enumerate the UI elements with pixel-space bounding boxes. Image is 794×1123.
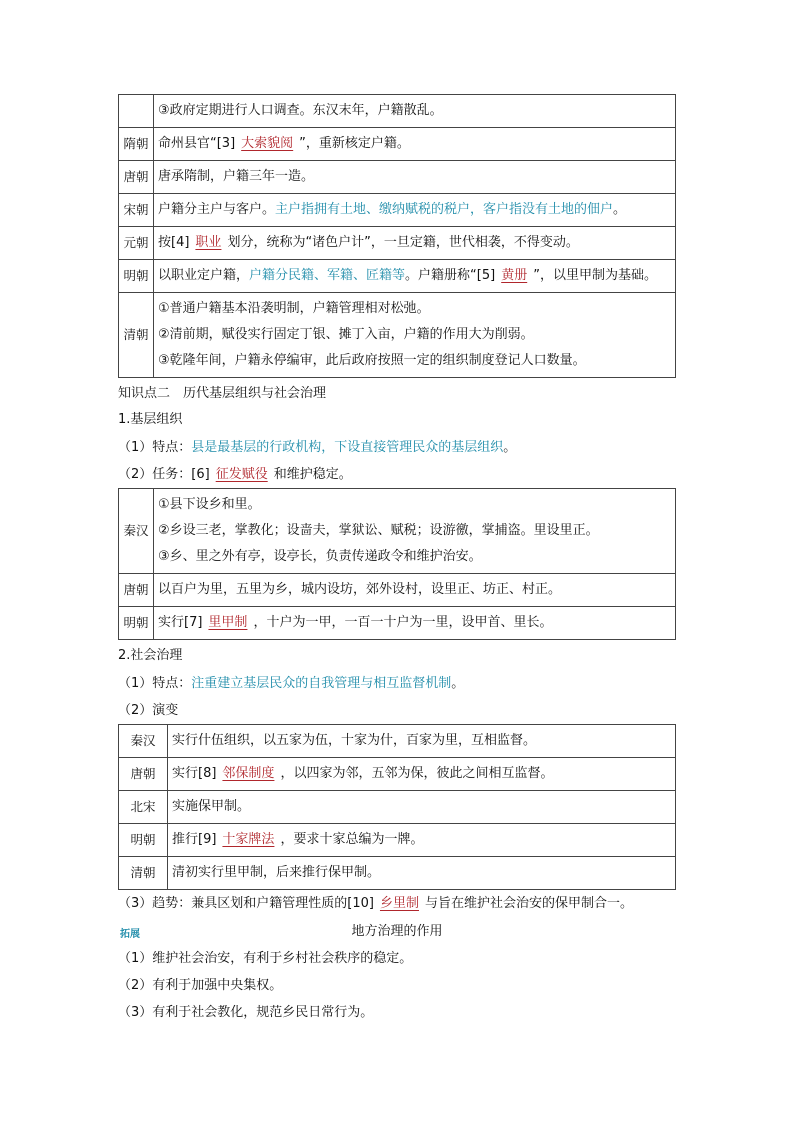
table-row	[119, 791, 676, 824]
answer-blank: 大索貌阅	[241, 136, 294, 151]
table-row	[119, 260, 676, 293]
section-title: 知识点二 历代基层组织与社会治理	[118, 386, 327, 401]
row-label: 明朝	[119, 260, 154, 293]
row-label: 明朝	[119, 607, 154, 640]
answer-blank: 职业	[195, 235, 222, 250]
evolution-heading: （2）演变	[118, 703, 179, 718]
row-label: 唐朝	[119, 758, 168, 791]
content-text: ，要求十家总编为一牌。	[280, 832, 424, 847]
key-point-text: 注重建立基层民众的自我管理与相互监督机制	[191, 676, 452, 691]
row-content	[168, 725, 676, 758]
table-row	[119, 758, 676, 791]
answer-blank: 征发赋役	[215, 467, 268, 482]
answer-blank: 里甲制	[208, 615, 248, 630]
content-text: 以百户为里，五里为乡，城内设坊，郊外设村，设里正、坊正、村正。	[158, 582, 562, 597]
table-row	[119, 227, 676, 260]
content-text: 。	[613, 202, 627, 217]
content-text: ”，重新核定户籍。	[299, 136, 410, 151]
governance-feature-paragraph: （1）特点：注重建立基层民众的自我管理与相互监督机制。	[118, 676, 465, 691]
key-point-text: 主户指拥有土地、缴纳赋税的税户，客户指没有土地的佃户	[275, 202, 614, 217]
content-text: 户籍分主户与客户。	[158, 202, 276, 217]
table-row	[119, 293, 676, 378]
row-label: 宋朝	[119, 194, 154, 227]
row-content	[154, 293, 676, 378]
content-text: 实行[8]	[172, 766, 217, 781]
table-row	[119, 725, 676, 758]
row-content	[154, 95, 676, 128]
answer-blank: 十家牌法	[222, 832, 275, 847]
subsection-social-governance: 2.社会治理	[118, 648, 183, 663]
extension-list	[118, 945, 676, 1026]
extension-title: 地方治理的作用	[351, 924, 443, 939]
row-label: 唐朝	[119, 161, 154, 194]
row-label	[119, 95, 154, 128]
row-content	[168, 791, 676, 824]
task-paragraph: （2）任务：[6] 征发赋役 和维护稳定。	[118, 467, 352, 482]
row-label: 秦汉	[119, 489, 154, 574]
row-content	[154, 161, 676, 194]
content-text: 。户籍册称“[5]	[405, 268, 496, 283]
content-text: ，十户为一甲，一百一十户为一里，设甲首、里长。	[253, 615, 553, 630]
key-point-text: 户籍分民籍、军籍、匠籍等	[249, 268, 406, 283]
row-label: 清朝	[119, 857, 168, 890]
answer-blank: 黄册	[501, 268, 528, 283]
row-label: 北宋	[119, 791, 168, 824]
subsection-basic-organization: 1.基层组织	[118, 412, 183, 427]
extension-tag: 拓展	[120, 929, 140, 940]
content-text: 实行什伍组织，以五家为伍，十家为什，百家为里，互相监督。	[172, 733, 537, 748]
answer-blank: 乡里制	[379, 896, 419, 911]
answer-blank: 邻保制度	[222, 766, 275, 781]
row-content	[154, 227, 676, 260]
table-row	[119, 95, 676, 128]
row-label: 隋朝	[119, 128, 154, 161]
content-text: 实行[7]	[158, 615, 203, 630]
content-text: ”，以里甲制为基础。	[533, 268, 657, 283]
row-content	[154, 128, 676, 161]
row-content	[168, 857, 676, 890]
row-content	[168, 758, 676, 791]
row-label: 明朝	[119, 824, 168, 857]
extension-item: （1）维护社会治安，有利于乡村社会秩序的稳定。	[118, 951, 413, 966]
content-line: ②乡设三老，掌教化；设啬夫，掌狱讼、赋税；设游徼，掌捕盗。里设里正。	[158, 523, 599, 538]
content-line: ③乡、里之外有亭，设亭长，负责传递政令和维护治安。	[158, 549, 482, 564]
social-governance-table	[118, 724, 676, 890]
row-label: 元朝	[119, 227, 154, 260]
content-line: ③乾隆年间，户籍永停编审，此后政府按照一定的组织制度登记人口数量。	[158, 353, 586, 368]
table-row	[119, 824, 676, 857]
content-line: ①普通户籍基本沿袭明制，户籍管理相对松弛。	[158, 301, 430, 316]
content-text: 命州县官“[3]	[158, 136, 236, 151]
content-text: ③政府定期进行人口调查。东汉末年，户籍散乱。	[158, 103, 443, 118]
row-label: 唐朝	[119, 574, 154, 607]
document-page	[118, 94, 676, 1026]
table-row	[119, 574, 676, 607]
basic-organization-table	[118, 488, 676, 640]
row-content	[154, 574, 676, 607]
content-line: ①县下设乡和里。	[158, 497, 261, 512]
row-content	[168, 824, 676, 857]
row-content	[154, 607, 676, 640]
table-row	[119, 857, 676, 890]
content-text: 划分，统称为“诸色户计”，一旦定籍，世代相袭，不得变动。	[227, 235, 579, 250]
table-row	[119, 607, 676, 640]
content-text: 清初实行里甲制，后来推行保甲制。	[172, 865, 381, 880]
key-point-text: 县是最基层的行政机构，下设直接管理民众的基层组织	[191, 440, 504, 455]
row-label: 秦汉	[119, 725, 168, 758]
table-row	[119, 161, 676, 194]
content-text: ，以四家为邻，五邻为保，彼此之间相互监督。	[280, 766, 554, 781]
content-line: ②清前期，赋役实行固定丁银、摊丁入亩，户籍的作用大为削弱。	[158, 327, 534, 342]
row-label: 清朝	[119, 293, 154, 378]
row-content	[154, 260, 676, 293]
content-text: 实施保甲制。	[172, 799, 251, 814]
content-text: 以职业定户籍，	[158, 268, 250, 283]
table-row	[119, 489, 676, 574]
extension-header	[118, 919, 676, 945]
content-text: 唐承隋制，户籍三年一造。	[158, 169, 315, 184]
table-row	[119, 128, 676, 161]
content-text: 推行[9]	[172, 832, 217, 847]
trend-paragraph: （3）趋势：兼具区划和户籍管理性质的[10] 乡里制 与旨在维护社会治安的保甲制合一。	[118, 896, 633, 911]
household-registration-table	[118, 94, 676, 378]
content-text: 按[4]	[158, 235, 190, 250]
extension-item: （3）有利于社会教化，规范乡民日常行为。	[118, 1005, 374, 1020]
extension-item: （2）有利于加强中央集权。	[118, 978, 283, 993]
row-content	[154, 194, 676, 227]
table-row	[119, 194, 676, 227]
row-content	[154, 489, 676, 574]
feature-paragraph: （1）特点：县是最基层的行政机构，下设直接管理民众的基层组织。	[118, 440, 517, 455]
